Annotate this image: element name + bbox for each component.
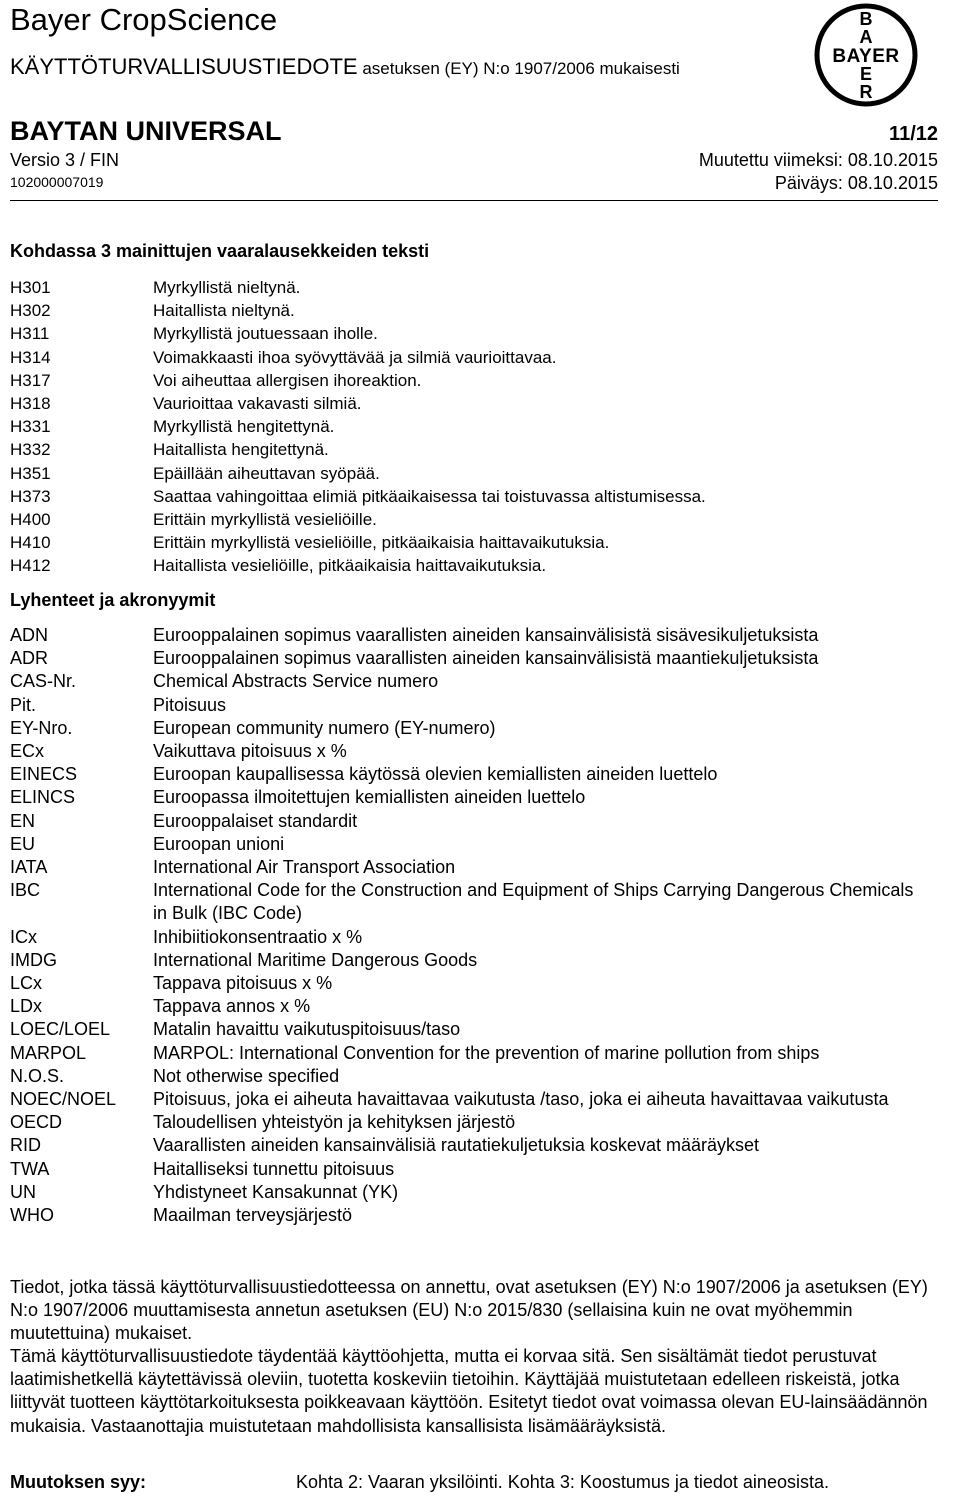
hazard-statement: [10, 554, 930, 577]
abbreviation-text: Chemical Abstracts Service numero: [153, 671, 439, 692]
hazard-statement-text: Voimakkaasti ihoa syövyttävää ja silmiä vaurioittavaa.: [153, 347, 557, 367]
abbreviation: [10, 1042, 930, 1065]
abbreviation: [10, 856, 930, 879]
abbreviation: [10, 717, 930, 740]
logo-letter: E: [859, 64, 873, 84]
document-date: Päiväys: 08.10.2015: [774, 173, 938, 193]
abbreviation: [10, 810, 930, 833]
abbreviation-text: MARPOL: International Convention for the prevention of marine pollution from ships: [153, 1042, 820, 1063]
document-title: [10, 54, 680, 80]
abbreviation-text: Inhibiitiokonsentraatio x %: [153, 926, 363, 947]
abbreviation: [10, 1134, 930, 1157]
hazard-statement: [10, 346, 930, 369]
abbreviation: [10, 972, 930, 995]
abbreviation-code: Pit.: [10, 694, 37, 715]
abbreviation: [10, 1158, 930, 1181]
product-name: BAYTAN UNIVERSAL: [10, 116, 282, 146]
abbreviation-code: OECD: [10, 1112, 63, 1133]
logo-letter: A: [859, 27, 873, 47]
hazard-statement-text: Epäillään aiheuttavan syöpää.: [153, 463, 380, 483]
hazard-statement: [10, 276, 930, 299]
abbreviation: [10, 740, 930, 763]
abbreviation-text: Tappava annos x %: [153, 996, 311, 1017]
change-reason-text: Kohta 2: Vaaran yksilöinti. Kohta 3: Koostumus ja tiedot aineosista.: [296, 1472, 829, 1492]
abbreviation-code: TWA: [10, 1158, 50, 1179]
hazard-statement: [10, 369, 930, 392]
abbreviation-text: Vaikuttava pitoisuus x %: [153, 741, 347, 762]
hazard-statement-code: H302: [10, 301, 51, 321]
hazard-statement-text: Haitallista hengitettynä.: [153, 440, 329, 460]
document-title-main: KÄYTTÖTURVALLISUUSTIEDOTE: [10, 54, 358, 79]
hazard-statement-text: Haitallista nieltynä.: [153, 301, 295, 321]
abbreviation-text: Pitoisuus, joka ei aiheuta havaittavaa vaikutusta /taso, joka ei aiheuta havaittavaa vaikutusta: [153, 1089, 889, 1110]
hazard-statement-code: H311: [10, 324, 50, 344]
abbreviation-text: Maailman terveysjärjestö: [153, 1205, 353, 1226]
abbreviation-text: Euroopan unioni: [153, 833, 285, 854]
abbreviation: [10, 1065, 930, 1088]
compliance-paragraph: Tiedot, jotka tässä käyttöturvallisuustiedotteessa on annettu, ovat asetuksen (EY) N:o 1907/2006 ja asetuksen (EY) N:o 1907/2006 muuttamisesta annetun asetuksen (EU) N:o 2015/830 (sellaisina kuin ne ovat myöhemmin muutettuina) mukaiset.: [10, 1277, 928, 1344]
abbreviation-code: ADR: [10, 648, 49, 669]
hazard-statement-text: Erittäin myrkyllistä vesieliöille.: [153, 510, 377, 530]
abbreviation-text: International Maritime Dangerous Goods: [153, 949, 478, 970]
abbreviation-list: [10, 624, 930, 1227]
abbreviation-code: IBC: [10, 880, 41, 901]
abbreviation-text: Vaarallisten aineiden kansainvälisiä rautatiekuljetuksia koskevat määräykset: [153, 1135, 759, 1156]
abbreviation-code: ELINCS: [10, 787, 76, 808]
abbreviation-code: N.O.S.: [10, 1065, 65, 1086]
abbreviation-code: EINECS: [10, 764, 78, 785]
abbreviation-text: Euroopassa ilmoitettujen kemiallisten aineiden luettelo: [153, 787, 586, 808]
hazard-statement-text: Saattaa vahingoittaa elimiä pitkäaikaisessa tai toistuvassa altistumisessa.: [153, 486, 706, 506]
version: Versio 3 / FIN: [10, 150, 120, 170]
hazard-statement-code: H318: [10, 394, 51, 414]
abbreviation-text: International Code for the Construction and Equipment of Ships Carrying Dangerous Chemicals in Bulk (IBC Code): [153, 880, 914, 924]
hazard-statement-code: H317: [10, 370, 51, 390]
change-reason-label: Muutoksen syy:: [10, 1472, 147, 1492]
abbreviation: [10, 647, 930, 670]
hazard-statement-text: Vaurioittaa vakavasti silmiä.: [153, 394, 362, 414]
hazard-statement: [10, 299, 930, 322]
hazard-statement: [10, 415, 930, 438]
abbreviation-text: Euroopan kaupallisessa käytössä olevien kemiallisten aineiden luettelo: [153, 764, 718, 785]
abbreviation-code: NOEC/NOEL: [10, 1089, 117, 1110]
abbreviation: [10, 833, 930, 856]
abbreviation-text: International Air Transport Association: [153, 857, 456, 878]
abbreviations-section-title: Lyhenteet ja akronyymit: [10, 590, 216, 610]
document-subtitle: asetuksen (EY) N:o 1907/2006 mukaisesti: [357, 59, 680, 78]
hazard-statement: [10, 508, 930, 531]
abbreviation-code: IMDG: [10, 949, 57, 970]
hazard-statement-text: Myrkyllistä hengitettynä.: [153, 417, 335, 437]
document-id: 102000007019: [10, 174, 104, 190]
abbreviation-text: Tappava pitoisuus x %: [153, 973, 333, 994]
abbreviation-text: Eurooppalainen sopimus vaarallisten aineiden kansainvälisistä sisävesikuljetuksista: [153, 625, 819, 645]
hazard-statement-code: H351: [10, 463, 51, 483]
logo-middle-word: BAYER: [832, 46, 900, 67]
hazard-statement-code: H412: [10, 556, 51, 576]
hazard-statement-code: H410: [10, 533, 51, 553]
abbreviation-text: European community numero (EY-numero): [153, 717, 496, 738]
abbreviation: [10, 949, 930, 972]
header-divider: [10, 200, 938, 201]
logo-letter: R: [859, 82, 873, 102]
abbreviation-code: LOEC/LOEL: [10, 1019, 111, 1040]
hazard-statement-code: H331: [10, 417, 51, 437]
abbreviation-code: LDx: [10, 996, 43, 1017]
abbreviation-code: IATA: [10, 857, 48, 878]
hazard-statement-text: Myrkyllistä nieltynä.: [153, 278, 301, 297]
abbreviation-code: MARPOL: [10, 1042, 87, 1063]
abbreviation: [10, 1088, 930, 1111]
hazard-section-title: Kohdassa 3 mainittujen vaaralausekkeiden teksti: [10, 241, 430, 261]
abbreviation: [10, 1181, 930, 1204]
hazard-statement-code: H314: [10, 347, 51, 367]
abbreviation-text: Eurooppalaiset standardit: [153, 810, 358, 831]
hazard-statement-text: Voi aiheuttaa allergisen ihoreaktion.: [153, 370, 422, 390]
abbreviation-text: Eurooppalainen sopimus vaarallisten aineiden kansainvälisistä maantiekuljetuksista: [153, 648, 819, 669]
abbreviation: [10, 763, 930, 786]
abbreviation: [10, 879, 930, 925]
last-modified: Muutettu viimeksi: 08.10.2015: [698, 150, 938, 170]
abbreviation-text: Taloudellisen yhteistyön ja kehityksen järjestö: [153, 1112, 516, 1133]
hazard-statement-code: H373: [10, 486, 51, 506]
abbreviation: [10, 1018, 930, 1041]
hazard-statement: [10, 462, 930, 485]
disclaimer-paragraph: Tämä käyttöturvallisuustiedote täydentää käyttöohjetta, mutta ei korvaa sitä. Sen sisältämät tiedot perustuvat laatimishetkellä käytettävissä oleviin, tuotetta koskeviin tietoihin. Käyttäjää muistutetaan edelleen riskeistä, jotka liittyvät tuotteen käyttötarkoituksesta poikkeavaan käyttöön. Esitetyt tiedot ovat voimassa olevan EU-lainsäädännön mukaisia. Vastaanottajia muistutetaan mahdollisista kansallisista lisämääräyksistä.: [10, 1346, 928, 1436]
hazard-statement-text: Haitallista vesieliöille, pitkäaikaisia haittavaikutuksia.: [153, 556, 547, 576]
abbreviation-code: ECx: [10, 741, 45, 762]
abbreviation: [10, 1204, 930, 1227]
abbreviation: [10, 786, 930, 809]
hazard-statement: [10, 531, 930, 554]
logo-letter: B: [859, 9, 873, 29]
abbreviation-text: Yhdistyneet Kansakunnat (YK): [153, 1181, 399, 1202]
abbreviation-text: Pitoisuus: [153, 694, 227, 715]
bayer-cross-logo: [813, 2, 919, 108]
hazard-statement-code: H332: [10, 440, 51, 460]
hazard-statement-text: Erittäin myrkyllistä vesieliöille, pitkäaikaisia haittavaikutuksia.: [153, 533, 610, 553]
abbreviation-code: ADN: [10, 625, 49, 645]
hazard-statement: [10, 322, 930, 345]
abbreviation-code: EN: [10, 810, 36, 831]
hazard-statement-text: Myrkyllistä joutuessaan iholle.: [153, 324, 378, 344]
hazard-statement: [10, 438, 930, 461]
abbreviation-code: ICx: [10, 926, 37, 947]
abbreviation-code: CAS-Nr.: [10, 671, 77, 692]
abbreviation-text: Haitalliseksi tunnettu pitoisuus: [153, 1158, 395, 1179]
hazard-statement-code: H301: [10, 278, 51, 297]
hazard-statement-code: H400: [10, 510, 51, 530]
abbreviation-code: WHO: [10, 1205, 54, 1226]
abbreviation: [10, 670, 930, 693]
abbreviation-text: Not otherwise specified: [153, 1065, 340, 1086]
abbreviation: [10, 995, 930, 1018]
abbreviation: [10, 624, 930, 647]
abbreviation-text: Matalin havaittu vaikutuspitoisuus/taso: [153, 1019, 461, 1040]
abbreviation: [10, 1111, 930, 1134]
page-number: 11/12: [889, 123, 938, 145]
abbreviation: [10, 694, 930, 717]
abbreviation-code: EU: [10, 833, 36, 854]
abbreviation-code: UN: [10, 1181, 36, 1202]
hazard-statement: [10, 485, 930, 508]
abbreviation-code: EY-Nro.: [10, 717, 73, 738]
abbreviation-code: RID: [10, 1135, 41, 1156]
abbreviation-code: LCx: [10, 973, 43, 994]
hazard-statement: [10, 392, 930, 415]
abbreviation: [10, 926, 930, 949]
company-name: Bayer CropScience: [10, 2, 278, 37]
hazard-statement-list: [10, 276, 930, 578]
